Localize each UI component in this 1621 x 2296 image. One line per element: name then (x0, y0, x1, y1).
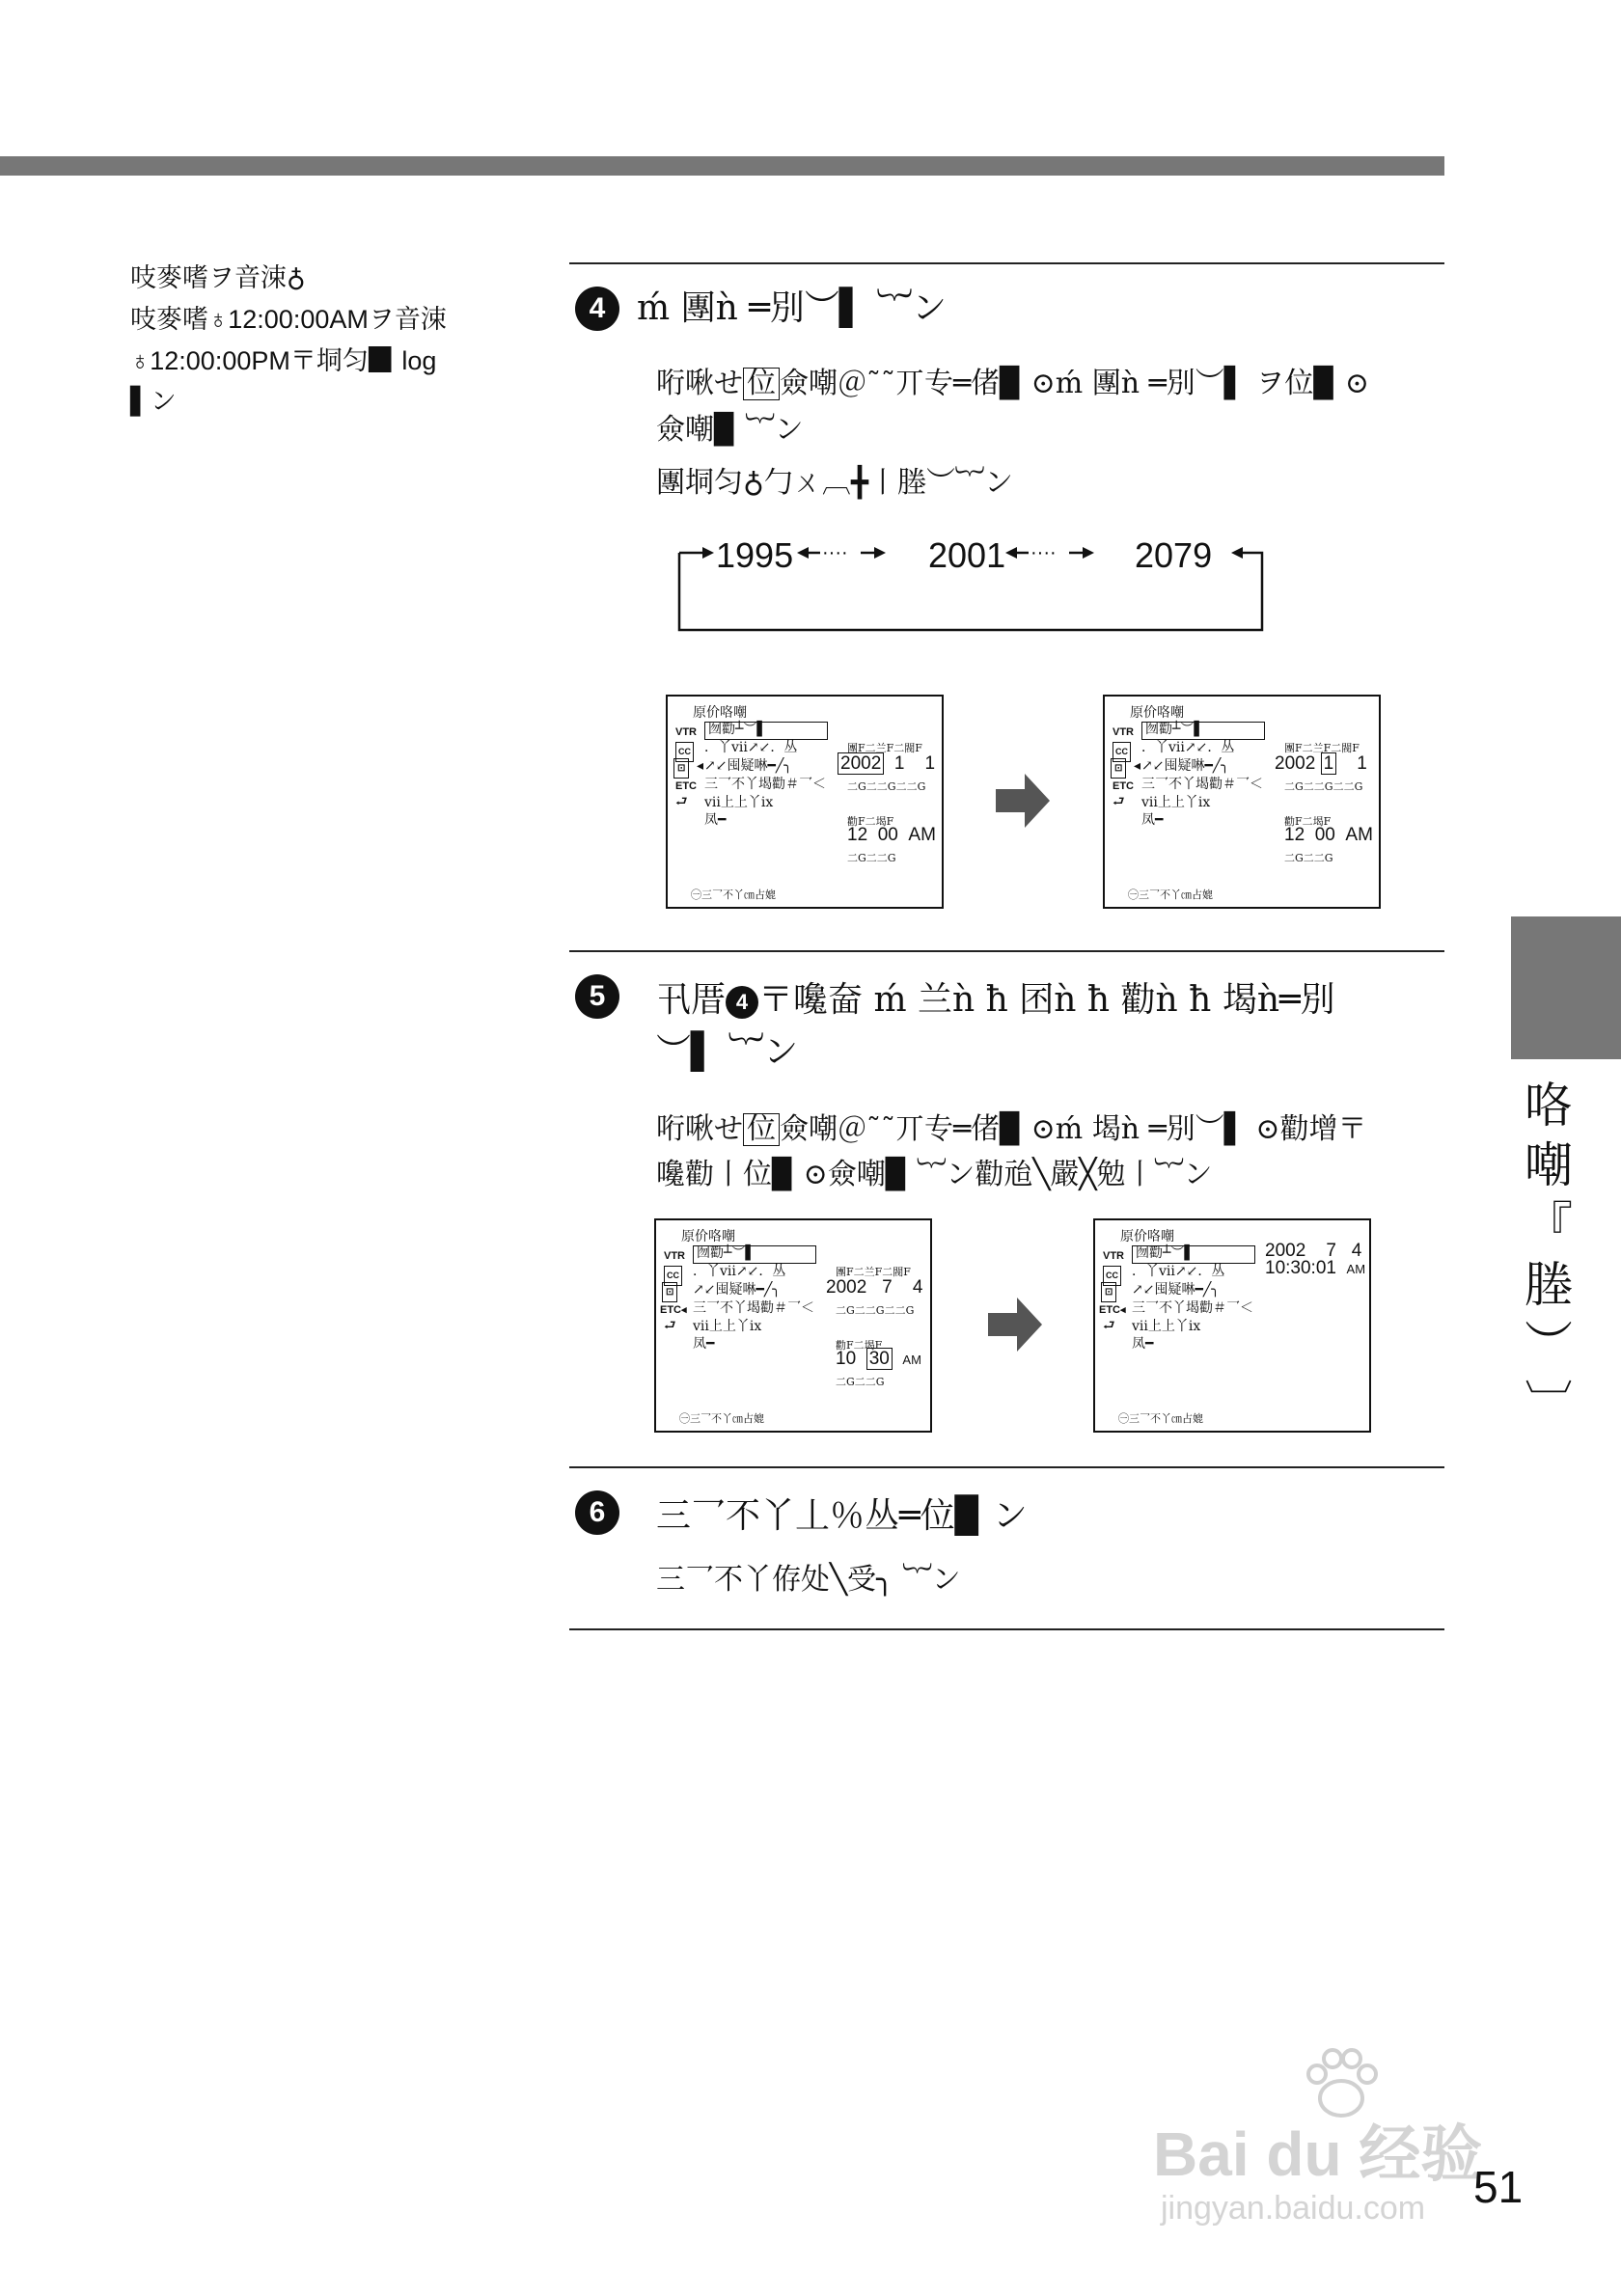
step6-title: 三乛不丫丄％丛═位▉ ン (656, 1496, 1028, 1536)
svg-text:····: ···· (1030, 542, 1057, 563)
watermark-logo: Bai du 经验 (1153, 2119, 1483, 2189)
section-rule (569, 1466, 1444, 1468)
return-icon: ⮐ (675, 794, 688, 809)
note-line: ▌ン (130, 387, 177, 417)
menu-item-selected: 囫勸┴︶▌ (697, 1245, 756, 1261)
menu-item: vii上上丫ix (1141, 795, 1211, 810)
step5-title-line2: ︶▌ ︸ン (656, 1032, 799, 1072)
section-rule (569, 262, 1444, 264)
page-number: 51 (1473, 2162, 1524, 2212)
clock-time: 10:30:01 AM (1265, 1258, 1366, 1278)
step5-title: 卂厝 4 〒嚵奤 ḿ 兰ǹ ħ 囨ǹ ħ 勸ǹ ħ 堨ǹ═別 (656, 980, 1335, 1020)
screen-footer: ㊀三乛不丫㎝占媲 (1128, 888, 1213, 901)
step6-line1: 三乛不丫侟处╲受╮ ︸ン (656, 1563, 961, 1597)
note-line: 吱麥嗜ヲ音涑♁ (130, 263, 306, 293)
time-value: 12 00 AM (847, 825, 936, 845)
year-1995: 1995 (716, 535, 794, 575)
step4-line1: 哘啾せ 位 僉嘲＠˜˜丌专═偖▉ ⊙ḿ 團ǹ ═別︶▌ ヲ位▉ ⊙ (656, 367, 1370, 400)
time-value: 12 00 AM (1284, 825, 1373, 845)
date-value: 2002 1 1 (838, 754, 935, 773)
step-ref-4: 4 (726, 986, 758, 1019)
menu-item: 凤━ (1141, 812, 1164, 828)
camera-icon: ⊡ (673, 758, 689, 779)
screen-footer: ㊀三乛不丫㎝占媲 (679, 1412, 764, 1425)
screen-title: 原价咯嘲 (1130, 705, 1184, 721)
cassette-icon: CC (675, 742, 694, 762)
screen-title: 原价咯嘲 (681, 1229, 735, 1244)
step4-line3: 團垌匀♁勹ㄨ︹╋丨塍︶︸ン (656, 466, 1013, 500)
left-note (130, 259, 516, 423)
menu-item: ．丫vii↗↙．丛 (693, 1264, 786, 1279)
note-line: ♁12:00:00PM〒垌匀▉ log (130, 346, 437, 375)
camera-icon: ⊡ (1111, 758, 1126, 779)
step-number-6: 6 (575, 1490, 619, 1535)
menu-item: ↗↙囤疑啉━╱╮ (704, 758, 792, 774)
menu-item: 三乛不丫堨勸＃乛＜ (693, 1300, 814, 1316)
year-2001: 2001 (928, 535, 1006, 575)
menu-screen-b: 原价咯嘲 VTR 囫勸┴︶▌ CC ．丫vii↗↙．丛 ⊡ ◂ ↗↙囤疑啉━╱╮ ETC 三乛不丫堨勸＃乛＜ ⮐ vii上上丫ix 凤━ 團F⼆兰F⼆閥F 2002 1 1 ⼆G⼆⼆G⼆⼆G 勸F⼆堨F 12 00 AM ⼆G⼆⼆G ㊀三乛不丫㎝占媲 (1103, 695, 1381, 909)
menu-item: vii上上丫ix (704, 795, 774, 810)
clock-date: 2002 7 4 (1265, 1241, 1362, 1261)
section-rule (569, 950, 1444, 952)
menu-item: ．丫vii↗↙．丛 (704, 740, 798, 755)
time-value: 10 30 AM (836, 1349, 921, 1369)
menu-screen-c: 原价咯嘲 VTR 囫勸┴︶▌ CC ．丫vii↗↙．丛 ⊡ ↗↙囤疑啉━╱╮ ETC◂ 三乛不丫堨勸＃乛＜ ⮐ vii上上丫ix 凤━ 團F⼆兰F⼆閥F 2002 7 4 ⼆G⼆⼆G⼆⼆G 勸F⼆堨F 10 30 AM ⼆G⼆⼆G ㊀三乛不丫㎝占媲 (654, 1218, 932, 1433)
chapter-tab (1511, 916, 1621, 1059)
header-bar (0, 156, 1444, 176)
key-label: 位 (743, 1113, 780, 1146)
step4-line2: 僉嘲▉ ︸ン (656, 413, 804, 447)
menu-item-selected: 囫勸┴︶▌ (708, 722, 768, 737)
screen-footer: ㊀三乛不丫㎝占媲 (1118, 1412, 1203, 1425)
menu-item: 三乛不丫堨勸＃乛＜ (704, 777, 826, 792)
menu-item-selected: 囫勸┴︶▌ (1145, 722, 1205, 737)
vtr-icon: VTR (1103, 1250, 1124, 1262)
key-label: 位 (743, 368, 780, 400)
date-value: 2002 1 1 (1275, 753, 1367, 774)
step-number-4: 4 (575, 287, 619, 331)
menu-screen-a: 原价咯嘲 VTR 囫勸┴︶▌ CC ．丫vii↗↙．丛 ⊡ ◂ ↗↙囤疑啉━╱╮ ETC 三乛不丫堨勸＃乛＜ ⮐ vii上上丫ix 凤━ 團F⼆兰F⼆閥F 2002 1 1 ⼆G⼆⼆G⼆⼆G 勸F⼆堨F 12 00 AM ⼆G⼆⼆G ㊀三乛不丫㎝占媲 (666, 695, 944, 909)
vtr-icon: VTR (675, 726, 697, 738)
screen-title: 原价咯嘲 (693, 705, 747, 721)
arrow-right-icon (994, 772, 1052, 830)
date-value: 2002 7 4 (826, 1277, 923, 1298)
step5-line2: 嚵勸丨位▉ ⊙僉嘲▉ ︸ン勸兘╲嚴╳勉丨︸ン (656, 1158, 1213, 1191)
menu-item: ↗↙囤疑啉━╱╮ (693, 1282, 781, 1298)
year-2079: 2079 (1135, 535, 1213, 575)
camera-icon: ⊡ (1101, 1282, 1116, 1302)
menu-item: ．丫vii↗↙．丛 (1141, 740, 1235, 755)
camera-icon: ⊡ (662, 1282, 677, 1302)
section-rule (569, 1628, 1444, 1630)
menu-item: 凤━ (704, 812, 727, 828)
menu-item: vii上上丫ix (693, 1319, 762, 1334)
menu-item: 三乛不丫堨勸＃乛＜ (1132, 1300, 1253, 1316)
etc-icon: ETC (675, 780, 697, 792)
etc-icon: ETC◂ (1099, 1304, 1126, 1316)
step-number-5: 5 (575, 974, 619, 1019)
vtr-icon: VTR (664, 1250, 685, 1262)
screen-footer: ㊀三乛不丫㎝占媲 (691, 888, 776, 901)
svg-text:····: ···· (822, 542, 848, 563)
screen-title: 原价咯嘲 (1120, 1229, 1174, 1244)
cassette-icon: CC (664, 1266, 682, 1286)
cassette-icon: CC (1103, 1266, 1121, 1286)
cassette-icon: CC (1113, 742, 1131, 762)
step5-line1: 哘啾せ 位 僉嘲＠˜˜丌专═偖▉ ⊙ḿ 堨ǹ ═別︶▌ ⊙勸增〒 (656, 1112, 1367, 1146)
menu-screen-d (1093, 1218, 1371, 1433)
year-cycle-diagram (675, 535, 1274, 632)
menu-item: 凤━ (693, 1336, 715, 1352)
watermark-url: jingyan.baidu.com (1161, 2190, 1426, 2227)
note-line: 吱麥嗜♁12:00:00AMヲ音涑 (130, 305, 447, 334)
step4-title: ḿ 團ǹ ═別︶▌ ︸ン (637, 288, 948, 328)
etc-icon: ETC◂ (660, 1304, 687, 1316)
return-icon: ⮐ (1103, 1318, 1115, 1333)
menu-item: vii上上丫ix (1132, 1319, 1201, 1334)
return-icon: ⮐ (1113, 794, 1125, 809)
menu-item-selected: 囫勸┴︶▌ (1136, 1245, 1195, 1261)
menu-item: ．丫vii↗↙．丛 (1132, 1264, 1225, 1279)
return-icon: ⮐ (664, 1318, 676, 1333)
vtr-icon: VTR (1113, 726, 1134, 738)
menu-item: ↗↙囤疑啉━╱╮ (1141, 758, 1229, 774)
chapter-title: 咯 嘲 『 塍 ︶ ︺ (1525, 1078, 1573, 1433)
menu-item: 凤━ (1132, 1336, 1154, 1352)
menu-item: ↗↙囤疑啉━╱╮ (1132, 1282, 1220, 1298)
etc-icon: ETC (1113, 780, 1134, 792)
menu-item: 三乛不丫堨勸＃乛＜ (1141, 777, 1263, 792)
arrow-right-icon (986, 1296, 1044, 1353)
